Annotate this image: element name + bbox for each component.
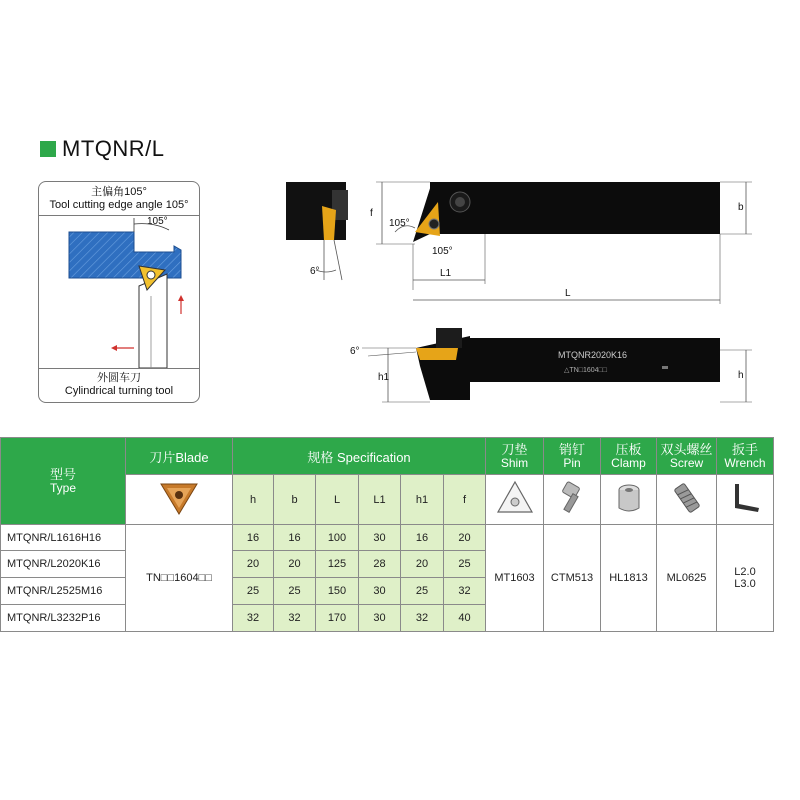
shim-icon-cell (486, 475, 544, 525)
clamp-value: HL1813 (601, 525, 657, 632)
screw-icon (667, 478, 707, 518)
wrench-size-1: L2.0 (734, 566, 756, 578)
spec-value: 25 (401, 578, 444, 605)
spec-value: 30 (359, 525, 401, 551)
spec-value: 16 (233, 525, 274, 551)
spec-value: 25 (444, 551, 486, 578)
spec-col-L1: L1 (359, 475, 401, 525)
spec-value: 20 (401, 551, 444, 578)
type-cell: MTQNR/L1616H16 (1, 525, 126, 551)
turning-diagram (39, 216, 199, 368)
type-header (1, 438, 126, 525)
spec-value: 32 (274, 605, 316, 632)
spec-value: 30 (359, 578, 401, 605)
spec-col-b: b (274, 475, 316, 525)
screw-header-cn: 双头螺丝 (660, 441, 713, 457)
clamp-header-cn: 压板 (615, 441, 642, 457)
title-bullet (40, 141, 56, 157)
triangle-insert-icon (157, 478, 201, 518)
screw-header-en: Screw (669, 455, 704, 470)
spec-value: 170 (316, 605, 359, 632)
blade-header: 刀片Blade (126, 438, 233, 475)
dim-h: h (738, 370, 744, 381)
side-view (350, 328, 752, 402)
shank-marking-2: △TN□1604□□ (564, 367, 607, 374)
spec-value: 20 (274, 551, 316, 578)
pin-header (544, 438, 601, 475)
clamp-icon (609, 478, 649, 518)
illustration-caption-cn: 外圆车刀 (97, 372, 141, 384)
shim-value: MT1603 (486, 525, 544, 632)
clamp-header-en: Clamp (611, 455, 646, 470)
clamp-header (601, 438, 657, 475)
pin-header-cn: 销钉 (558, 441, 585, 457)
spec-value: 28 (359, 551, 401, 578)
wrench-header-cn: 扳手 (731, 441, 758, 457)
spec-col-f: f (444, 475, 486, 525)
shim-header (486, 438, 544, 475)
type-cell: MTQNR/L3232P16 (1, 605, 126, 632)
spec-value: 20 (444, 525, 486, 551)
type-header-cn: 型号 (49, 466, 76, 482)
shim-icon (495, 478, 535, 518)
illustration-title-cn: 主偏角105° (91, 186, 147, 198)
hex-key-icon (725, 478, 765, 518)
dim-L1: L1 (440, 268, 452, 279)
tool-shank (139, 274, 167, 368)
spec-value: 30 (359, 605, 401, 632)
spec-value: 25 (274, 578, 316, 605)
spec-value: 40 (444, 605, 486, 632)
screw-header (657, 438, 717, 475)
illustration-caption-en: Cylindrical turning tool (64, 385, 174, 397)
clamp-icon-cell (601, 475, 657, 525)
shim-header-cn: 刀垫 (501, 441, 528, 457)
wrench-size-2: L3.0 (734, 578, 756, 590)
blade-code-cell: TN□□1604□□ (126, 525, 233, 632)
screw-icon-cell (657, 475, 717, 525)
wrench-header (717, 438, 774, 475)
spec-value: 32 (444, 578, 486, 605)
pin-header-en: Pin (563, 455, 581, 470)
spec-value: 32 (401, 605, 444, 632)
screw-value: ML0625 (657, 525, 717, 632)
wrench-header-en: Wrench (724, 455, 766, 470)
illustration-divider (39, 368, 199, 369)
pin-icon (552, 478, 592, 518)
spec-value: 32 (233, 605, 274, 632)
dim-f: f (370, 208, 373, 219)
illustration-title-en: Tool cutting edge angle 105° (49, 199, 189, 211)
page-title: MTQNR/L (62, 136, 165, 161)
shim-header-en: Shim (500, 455, 529, 470)
top-angle-2: 105° (432, 246, 453, 257)
spec-header: 规格 Specification (233, 438, 486, 475)
tool-drawings (270, 170, 790, 410)
blade-icon-cell (126, 475, 233, 525)
cutting-angle-illustration (38, 181, 200, 403)
angle-label: 105° (147, 216, 168, 227)
section-title (40, 136, 165, 162)
end-view-angle: 6° (310, 266, 320, 277)
spec-value: 16 (401, 525, 444, 551)
spec-value: 25 (233, 578, 274, 605)
spec-col-h1: h1 (401, 475, 444, 525)
spec-table (0, 437, 774, 632)
spec-value: 16 (274, 525, 316, 551)
spec-col-L: L (316, 475, 359, 525)
side-view-angle: 6° (350, 346, 360, 357)
wrench-icon-cell (717, 475, 774, 525)
dim-L: L (565, 288, 571, 299)
type-cell: MTQNR/L2020K16 (1, 551, 126, 578)
end-view (286, 182, 348, 280)
shank-marking-1: MTQNR2020K16 (558, 350, 628, 360)
top-view (370, 182, 752, 304)
top-angle-1: 105° (389, 218, 410, 229)
spec-col-h: h (233, 475, 274, 525)
type-cell: MTQNR/L2525M16 (1, 578, 126, 605)
type-header-en: Type (49, 480, 76, 495)
pin-icon-cell (544, 475, 601, 525)
pin-value: CTM513 (544, 525, 601, 632)
dim-h1: h1 (378, 372, 390, 383)
spec-value: 100 (316, 525, 359, 551)
spec-value: 125 (316, 551, 359, 578)
dim-b: b (738, 202, 744, 213)
spec-value: 20 (233, 551, 274, 578)
spec-value: 150 (316, 578, 359, 605)
wrench-value (717, 525, 774, 632)
